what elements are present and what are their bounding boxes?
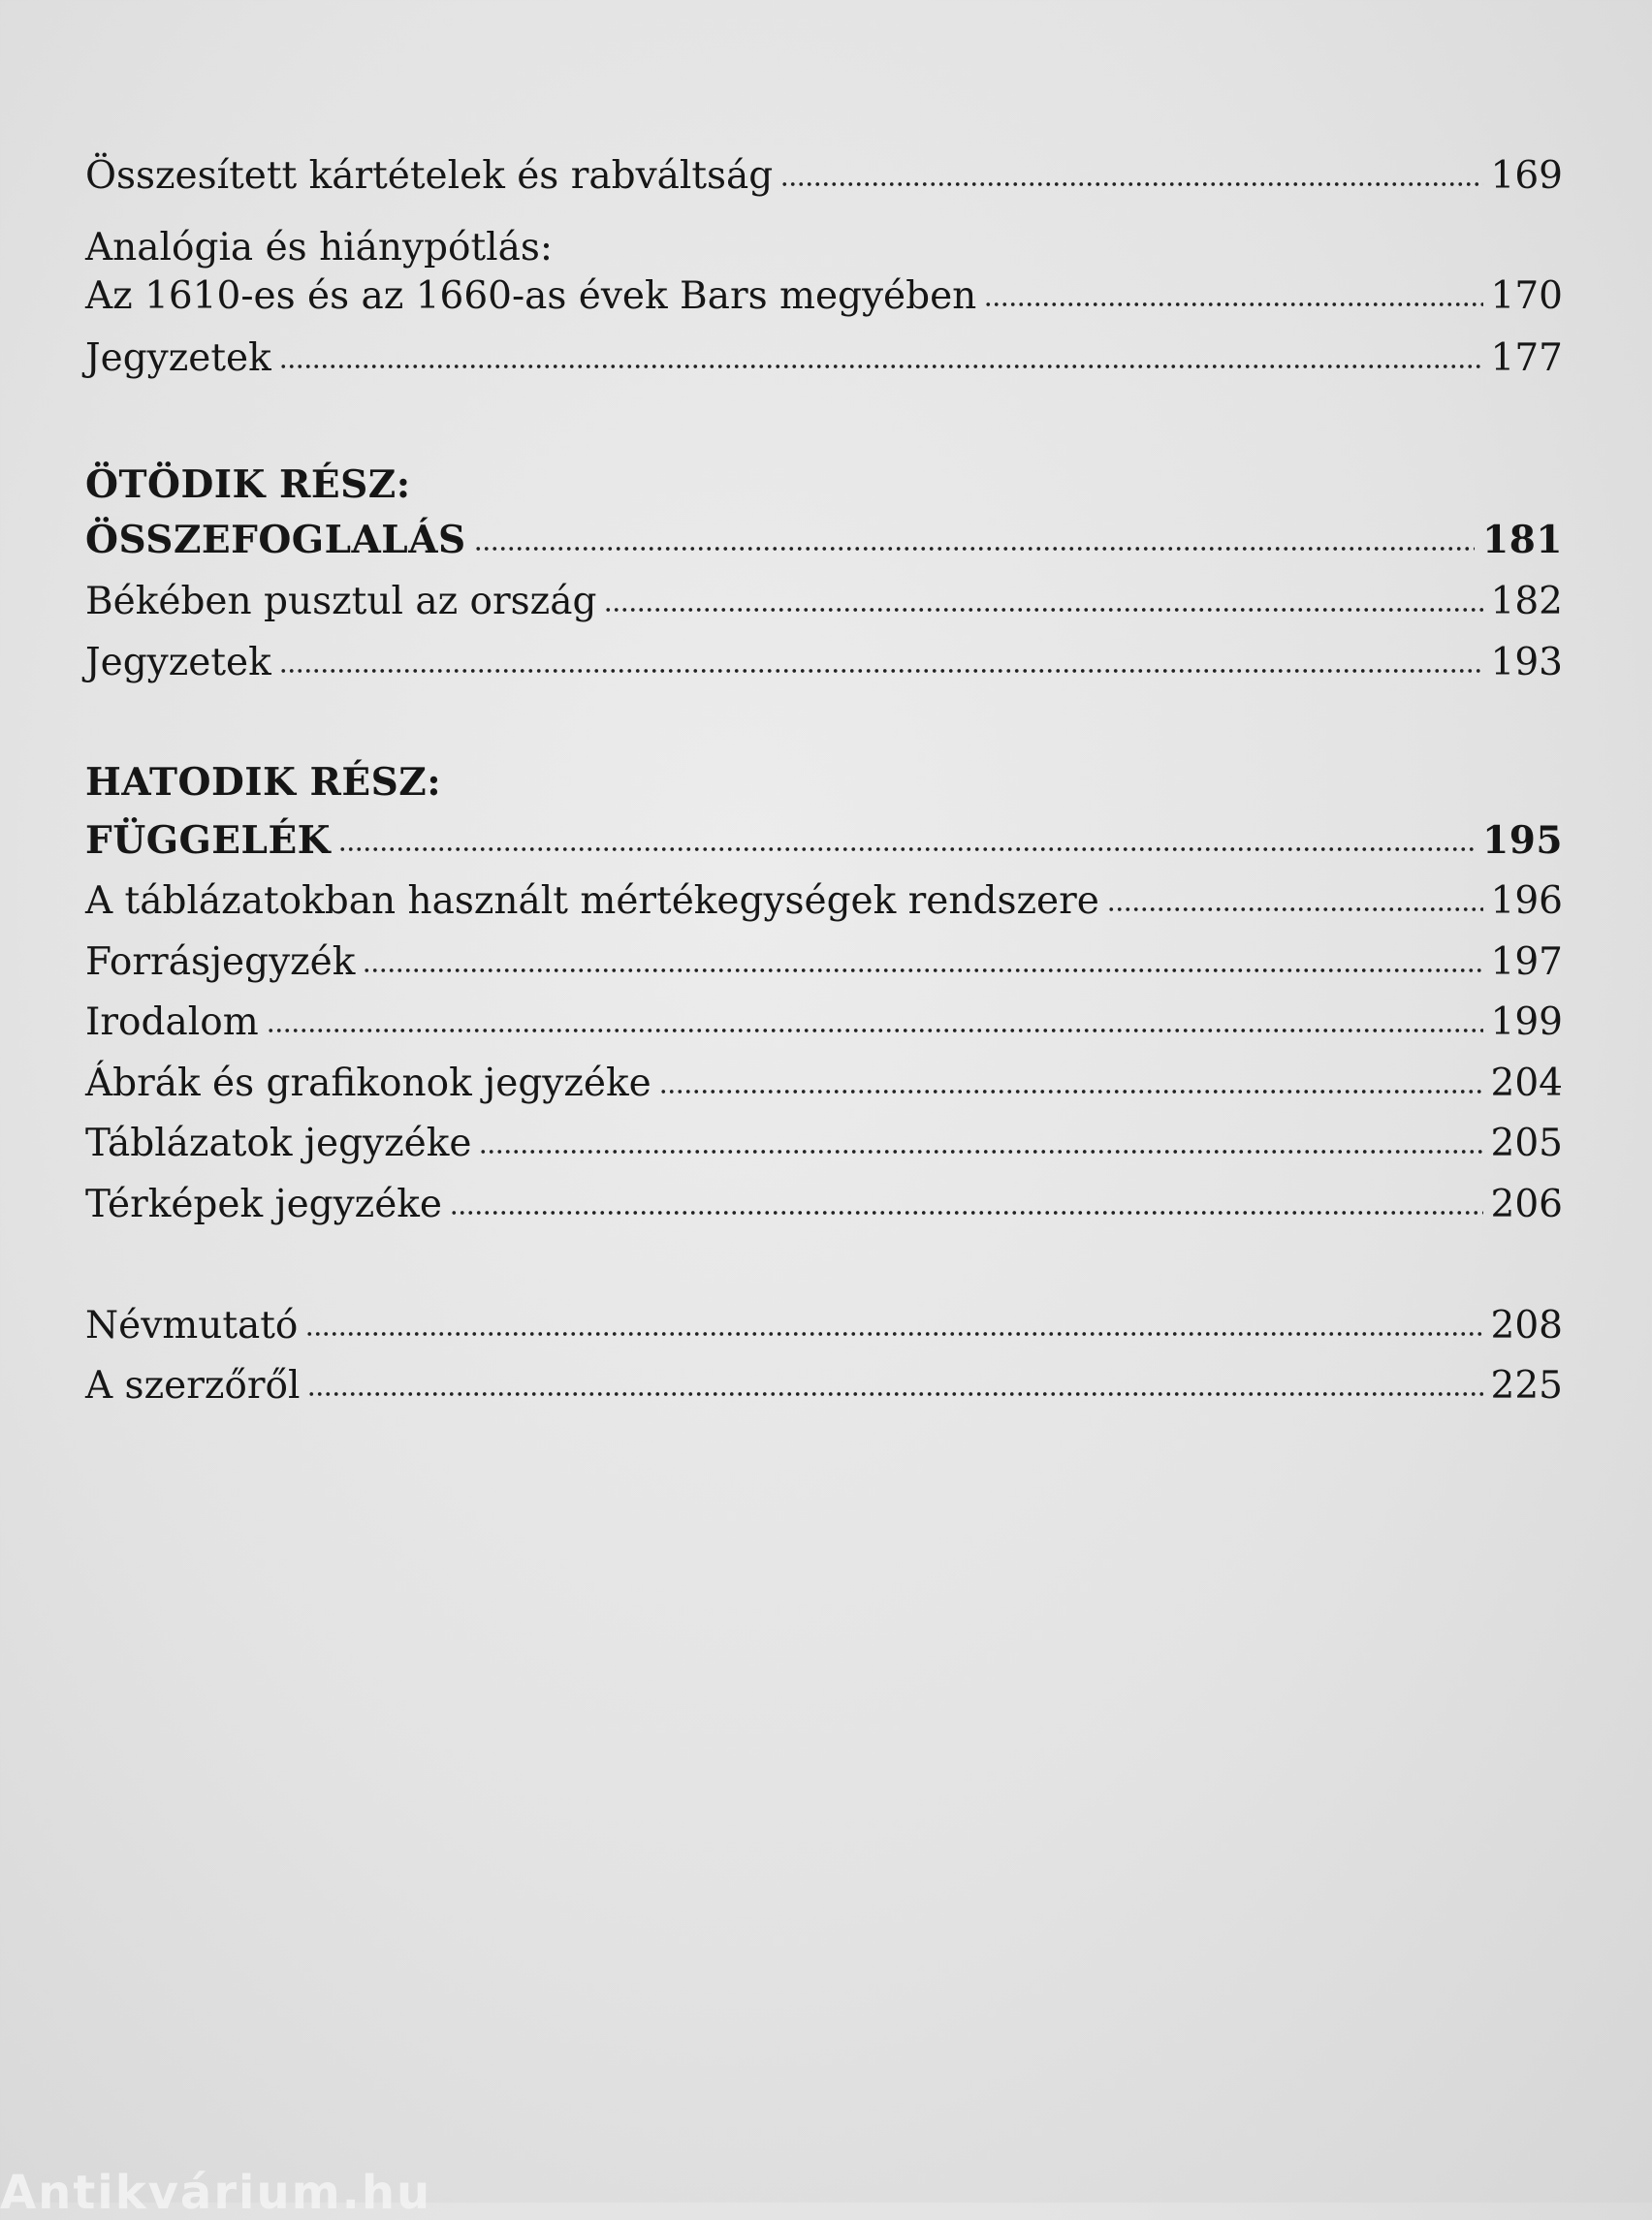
- dot-leader: [307, 1390, 1482, 1398]
- toc-entry-page: 208: [1490, 1304, 1563, 1348]
- toc-part-page: 195: [1482, 818, 1563, 863]
- toc-entry: [85, 871, 1563, 933]
- toc-part-page: 181: [1482, 518, 1563, 562]
- toc-entry: [85, 1355, 1563, 1417]
- dot-leader: [338, 845, 1475, 853]
- toc-entry: [85, 932, 1563, 994]
- dot-leader: [279, 667, 1483, 675]
- part-heading: HATODIK RÉSZ:: [85, 760, 442, 805]
- toc-entry-page: 193: [1490, 641, 1563, 684]
- toc-entry-title: Békében pusztul az ország: [85, 580, 597, 623]
- toc-entry-title: Térképek jegyzéke: [85, 1183, 443, 1226]
- dot-leader: [279, 363, 1483, 370]
- part-heading: ÖTÖDIK RÉSZ:: [85, 462, 411, 507]
- toc-entry: [85, 992, 1563, 1054]
- dot-leader: [659, 1088, 1483, 1095]
- toc-entry: [85, 571, 1563, 633]
- dot-leader: [780, 180, 1482, 188]
- toc-entry-title: Forrásjegyzék: [85, 940, 356, 984]
- toc-entry-page: 177: [1490, 336, 1563, 380]
- toc-entry-page: 182: [1490, 580, 1563, 623]
- toc-entry: [85, 328, 1563, 390]
- toc-entry: [85, 145, 1563, 207]
- dot-leader: [267, 1027, 1483, 1034]
- toc-entry-title: Jegyzetek: [85, 336, 271, 380]
- toc-entry-title: Összesített kártételek és rabváltság: [85, 154, 774, 198]
- toc-entry-page: 225: [1490, 1364, 1563, 1408]
- toc-entry-title: A szerzőről: [85, 1364, 301, 1408]
- dot-leader: [604, 606, 1482, 614]
- toc-entry-page: 205: [1490, 1122, 1563, 1165]
- toc-entry-title: Jegyzetek: [85, 641, 271, 684]
- toc-part-entry: [85, 509, 1563, 571]
- toc-entry: [85, 1053, 1563, 1115]
- toc-entry: [85, 1174, 1563, 1236]
- dot-leader: [1107, 905, 1483, 913]
- toc-entry-title: Analógia és hiánypótlás:: [85, 226, 554, 270]
- dot-leader: [984, 301, 1482, 308]
- toc-entry: [85, 1113, 1563, 1175]
- dot-leader: [474, 545, 1475, 553]
- dot-leader: [479, 1148, 1482, 1156]
- toc-part-title: ÖSSZEFOGLALÁS: [85, 518, 466, 562]
- toc-part-title: FÜGGELÉK: [85, 818, 332, 863]
- toc-entry: [85, 266, 1563, 328]
- toc-entry-title: Táblázatok jegyzéke: [85, 1122, 472, 1165]
- toc-entry-page: 199: [1490, 1000, 1563, 1044]
- watermark: Antikvárium.hu: [0, 2166, 432, 2220]
- toc-entry-title: Irodalom: [85, 1000, 259, 1044]
- toc-entry-page: 169: [1490, 154, 1563, 198]
- toc-entry-page: 206: [1490, 1183, 1563, 1226]
- toc-entry-page: 196: [1490, 879, 1563, 923]
- toc-entry-page: 197: [1490, 940, 1563, 984]
- toc-entry: [85, 1295, 1563, 1357]
- toc-part-entry: [85, 809, 1563, 872]
- dot-leader: [363, 967, 1482, 974]
- toc-entry-title: A táblázatokban használt mértékegységek rendszere: [85, 879, 1099, 923]
- toc-entry-page: 204: [1490, 1062, 1563, 1105]
- dot-leader: [450, 1209, 1483, 1217]
- toc-entry-page: 170: [1490, 274, 1563, 318]
- dot-leader: [305, 1330, 1482, 1338]
- toc-entry: [85, 632, 1563, 694]
- toc-entry-title: Ábrák és grafikonok jegyzéke: [85, 1062, 651, 1105]
- toc-entry-title: Névmutató: [85, 1304, 299, 1348]
- toc-entry-title: Az 1610-es és az 1660-as évek Bars megyében: [85, 274, 977, 318]
